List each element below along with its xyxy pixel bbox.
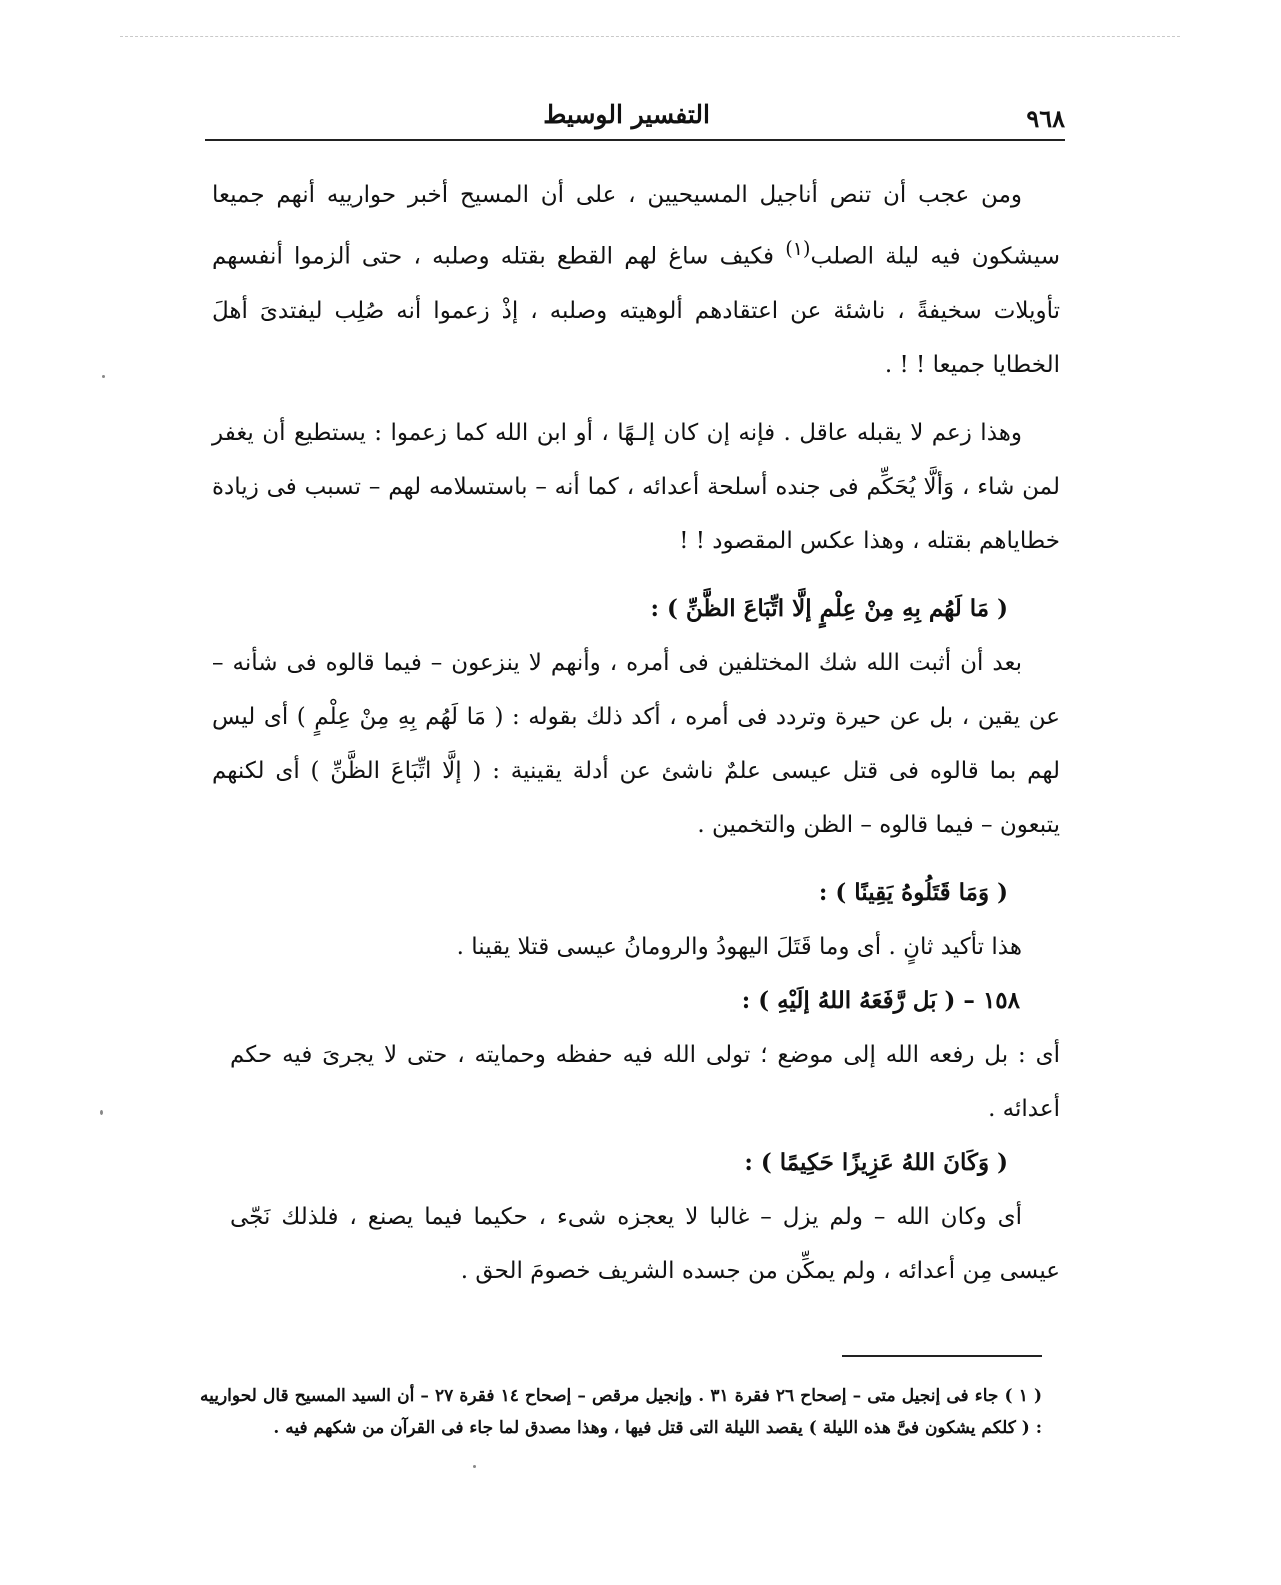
verse-heading-4: ( وَكَانَ اللهُ عَزِيزًا حَكِيمًا ) : — [744, 1148, 1008, 1176]
scan-edge-line — [120, 36, 1180, 37]
verse-heading-3: ١٥٨ – ( بَل رَّفَعَهُ اللهُ إلَيْهِ ) : — [741, 986, 1020, 1014]
paragraph-1 — [212, 168, 1060, 392]
page-body — [212, 168, 1060, 1298]
paragraph-1-text: ومن عجب أن تنص أناجيل المسيحيين ، على أن المسيح أخبر حوارييه أنهم جميعا سيشكون فيه ليلة الصلب — [212, 182, 1060, 270]
paragraph-1-rest: فكيف ساغ لهم القطع بقتله وصلبه ، حتى ألزموا أنفسهم تأويلات سخيفةً ، ناشئة عن اعتقادهم ألوهيته وصلبه ، إذْ زعموا أنه صُلِب ليفتدىَ أهلَ الخطايا جميعا ! ! . — [212, 243, 1060, 378]
scan-speck — [100, 1110, 103, 1115]
header-rule — [205, 139, 1065, 141]
paragraph-2: وهذا زعم لا يقبله عاقل . فإنه إن كان إلـهًا ، أو ابن الله كما زعموا : يستطيع أن يغفر لمن شاء ، وَألَّا يُحَكِّم فى جنده أسلحة أعدائه ، كما أنه – باستسلامه لهم – تسبب فى زيادة خطاياهم بقتله ، وهذا عكس المقصود ! ! — [212, 419, 1060, 554]
paragraph-3: بعد أن أثبت الله شك المختلفين فى أمره ، وأنهم لا ينزعون – فيما قالوه فى شأنه – عن يقين ، بل عن حيرة وتردد فى أمره ، أكد ذلك بقوله : ( مَا لَهُم بِهِ مِنْ عِلْمٍ ) أى ليس لهم بما قالوه فى قتل عيسى علمٌ ناشئ عن أدلة يقينية : ( إلَّا اتِّبَاعَ الظَّنِّ ) أى لكنهم يتبعون – فيما قالوه – الظن والتخمين . — [212, 649, 1060, 838]
footnote-rule — [842, 1355, 1042, 1357]
scan-speck — [473, 1465, 476, 1468]
running-title: التفسير الوسيط — [543, 100, 710, 129]
page-header — [205, 96, 1065, 136]
footnote-ref: (١) — [785, 237, 811, 260]
paragraph-6: أى وكان الله – ولم يزل – غالبا لا يعجزه شىء ، حكيما فيما يصنع ، فلذلك نَجّى عيسى مِن أعدائه ، ولم يمكِّن من جسده الشريف خصومَ الحق . — [230, 1203, 1060, 1284]
verse-heading-1: ( مَا لَهُم بِهِ مِنْ عِلْمٍ إلَّا اتِّبَاعَ الظَّنِّ ) : — [650, 594, 1008, 622]
verse-heading-2: ( وَمَا قَتَلُوهُ يَقِينًا ) : — [818, 878, 1008, 906]
paragraph-5: أى : بل رفعه الله إلى موضع ؛ تولى الله فيه حفظه وحمايته ، حتى لا يجرىَ فيه حكم أعدائه . — [230, 1041, 1060, 1122]
footnote-1: ( ١ ) جاء فى إنجيل متى – إصحاح ٢٦ فقرة ٣١ . وإنجيل مرقص – إصحاح ١٤ فقرة ٢٧ – أن السيد المسيح قال لحوارييه : ( كلكم يشكون فىَّ هذه الليلة ) يقصد الليلة التى قتل فيها ، وهذا مصدق لما جاء فى القرآن من شكهم فيه . — [200, 1386, 1043, 1438]
paragraph-4: هذا تأكيد ثانٍ . أى وما قَتَلَ اليهودُ والرومانُ عيسى قتلا يقينا . — [456, 933, 1022, 960]
page-number: ٩٦٨ — [1026, 104, 1065, 133]
scan-speck — [102, 375, 105, 378]
footnotes — [200, 1380, 1042, 1444]
